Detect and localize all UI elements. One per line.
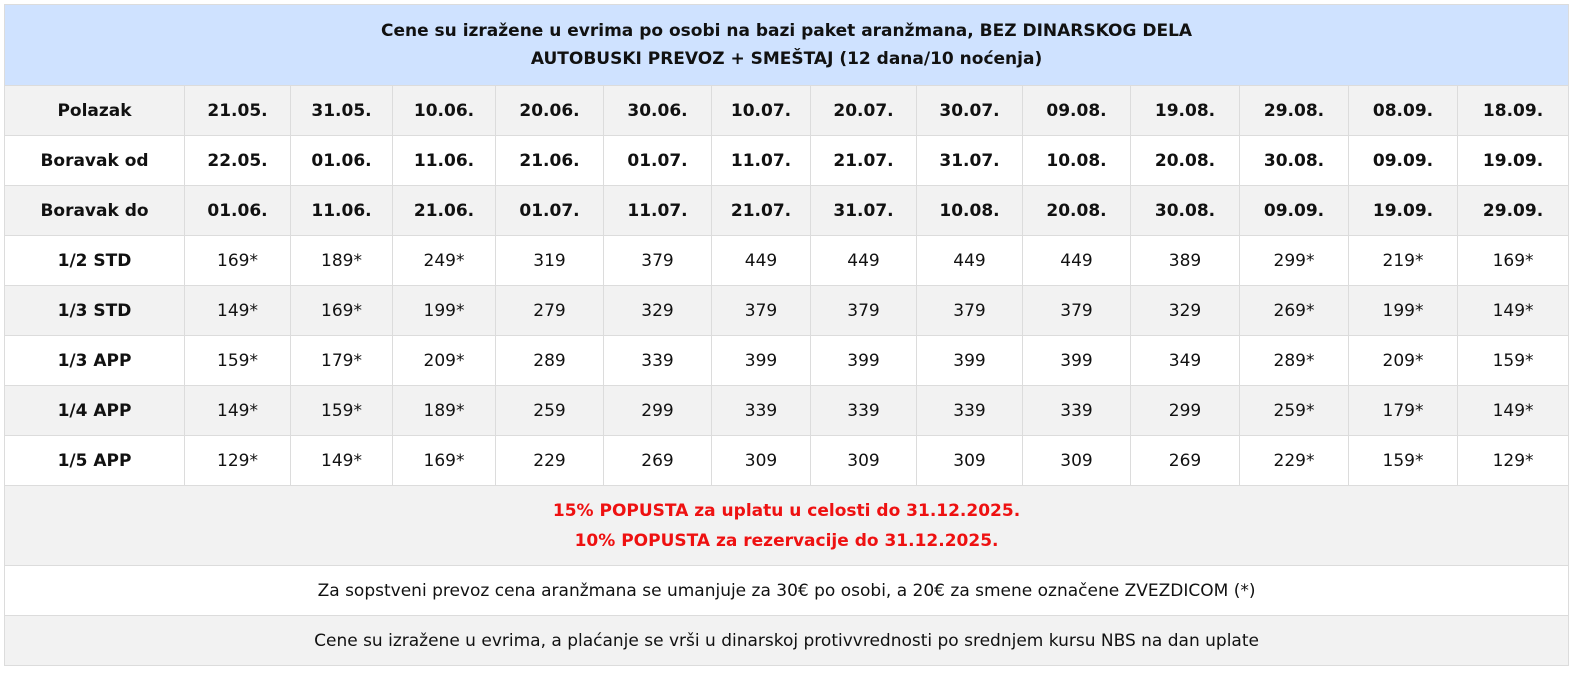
table-cell: 21.06. (393, 186, 496, 236)
table-cell: 01.06. (185, 186, 291, 236)
table-cell: 399 (811, 336, 917, 386)
table-cell: 18.09. (1458, 86, 1569, 136)
table-cell: 339 (917, 386, 1023, 436)
row-polazak (5, 86, 1569, 136)
table-cell: 299* (1240, 236, 1349, 286)
row-label: 1/3 APP (5, 336, 185, 386)
table-cell: 189* (291, 236, 393, 286)
table-cell: 299 (1131, 386, 1240, 436)
table-cell: 349 (1131, 336, 1240, 386)
table-cell: 169* (1458, 236, 1569, 286)
table-cell: 149* (291, 436, 393, 486)
table-cell: 279 (496, 286, 604, 336)
row-label: Boravak od (5, 136, 185, 186)
table-cell: 389 (1131, 236, 1240, 286)
row-label: 1/5 APP (5, 436, 185, 486)
table-cell: 329 (1131, 286, 1240, 336)
table-cell: 20.06. (496, 86, 604, 136)
table-cell: 259* (1240, 386, 1349, 436)
table-cell: 08.09. (1349, 86, 1458, 136)
table-cell: 10.08. (917, 186, 1023, 236)
table-cell: 449 (712, 236, 811, 286)
table-cell: 21.05. (185, 86, 291, 136)
price-table (4, 4, 1569, 666)
table-cell: 249* (393, 236, 496, 286)
table-cell: 19.09. (1458, 136, 1569, 186)
table-cell: 169* (393, 436, 496, 486)
row-boravak-do (5, 186, 1569, 236)
table-cell: 309 (1023, 436, 1131, 486)
table-cell: 11.06. (393, 136, 496, 186)
table-cell: 30.07. (917, 86, 1023, 136)
table-cell: 269 (1131, 436, 1240, 486)
row-boravak-od (5, 136, 1569, 186)
table-cell: 29.09. (1458, 186, 1569, 236)
table-cell: 339 (604, 336, 712, 386)
table-cell: 159* (291, 386, 393, 436)
table-cell: 269* (1240, 286, 1349, 336)
row-label: Boravak do (5, 186, 185, 236)
table-cell: 379 (712, 286, 811, 336)
table-cell: 149* (1458, 286, 1569, 336)
table-cell: 31.05. (291, 86, 393, 136)
row-1-3-app (5, 336, 1569, 386)
table-cell: 159* (185, 336, 291, 386)
table-cell: 11.07. (604, 186, 712, 236)
table-cell: 449 (917, 236, 1023, 286)
table-cell: 229 (496, 436, 604, 486)
table-cell: 399 (712, 336, 811, 386)
table-cell: 149* (185, 286, 291, 336)
promo-row (5, 486, 1569, 566)
table-cell: 129* (185, 436, 291, 486)
table-cell: 31.07. (811, 186, 917, 236)
promo-line-2: 10% POPUSTA za rezervacije do 31.12.2025. (574, 530, 999, 551)
table-cell: 209* (1349, 336, 1458, 386)
table-cell: 159* (1458, 336, 1569, 386)
table-cell: 29.08. (1240, 86, 1349, 136)
table-cell: 21.07. (712, 186, 811, 236)
table-cell: 259 (496, 386, 604, 436)
note-row-payment (5, 616, 1569, 666)
table-cell: 219* (1349, 236, 1458, 286)
table-cell: 379 (1023, 286, 1131, 336)
table-cell: 329 (604, 286, 712, 336)
table-cell: 31.07. (917, 136, 1023, 186)
table-cell: 199* (393, 286, 496, 336)
table-cell: 30.06. (604, 86, 712, 136)
table-cell: 229* (1240, 436, 1349, 486)
table-cell: 399 (1023, 336, 1131, 386)
header-line-2: AUTOBUSKI PREVOZ + SMEŠTAJ (12 dana/10 noćenja) (530, 49, 1043, 69)
table-cell: 30.08. (1240, 136, 1349, 186)
table-cell: 199* (1349, 286, 1458, 336)
table-cell: 19.09. (1349, 186, 1458, 236)
note-own-transport: Za sopstveni prevoz cena aranžmana se umanjuje za 30€ po osobi, a 20€ za smene označene ZVEZDICOM (*) (5, 566, 1569, 616)
table-cell: 379 (917, 286, 1023, 336)
table-cell: 449 (1023, 236, 1131, 286)
promo-cell (5, 486, 1569, 566)
table-cell: 309 (917, 436, 1023, 486)
table-header-row (5, 5, 1569, 86)
table-cell: 189* (393, 386, 496, 436)
table-cell: 11.07. (712, 136, 811, 186)
table-cell: 179* (1349, 386, 1458, 436)
table-cell: 269 (604, 436, 712, 486)
table-cell: 22.05. (185, 136, 291, 186)
table-cell: 09.09. (1240, 186, 1349, 236)
table-cell: 10.06. (393, 86, 496, 136)
row-label: 1/2 STD (5, 236, 185, 286)
table-cell: 169* (185, 236, 291, 286)
promo-line-1: 15% POPUSTA za uplatu u celosti do 31.12.2025. (552, 500, 1021, 521)
table-cell: 10.07. (712, 86, 811, 136)
table-cell: 11.06. (291, 186, 393, 236)
table-cell: 21.06. (496, 136, 604, 186)
table-cell: 289 (496, 336, 604, 386)
row-1-3-std (5, 286, 1569, 336)
note-row-transport (5, 566, 1569, 616)
table-cell: 379 (604, 236, 712, 286)
header-line-1: Cene su izražene u evrima po osobi na bazi paket aranžmana, BEZ DINARSKOG DELA (381, 21, 1193, 41)
table-cell: 129* (1458, 436, 1569, 486)
row-label: 1/3 STD (5, 286, 185, 336)
table-cell: 20.08. (1023, 186, 1131, 236)
table-cell: 319 (496, 236, 604, 286)
table-cell: 21.07. (811, 136, 917, 186)
table-cell: 149* (185, 386, 291, 436)
table-cell: 339 (811, 386, 917, 436)
row-1-4-app (5, 386, 1569, 436)
table-cell: 01.07. (496, 186, 604, 236)
table-cell: 309 (811, 436, 917, 486)
table-cell: 209* (393, 336, 496, 386)
row-label: Polazak (5, 86, 185, 136)
table-cell: 01.06. (291, 136, 393, 186)
table-cell: 09.08. (1023, 86, 1131, 136)
table-cell: 30.08. (1131, 186, 1240, 236)
table-cell: 449 (811, 236, 917, 286)
table-cell: 179* (291, 336, 393, 386)
row-1-2-std (5, 236, 1569, 286)
table-cell: 379 (811, 286, 917, 336)
row-1-5-app (5, 436, 1569, 486)
table-cell: 20.08. (1131, 136, 1240, 186)
table-header (5, 5, 1569, 86)
table-cell: 10.08. (1023, 136, 1131, 186)
table-cell: 19.08. (1131, 86, 1240, 136)
table-cell: 09.09. (1349, 136, 1458, 186)
table-cell: 289* (1240, 336, 1349, 386)
note-payment: Cene su izražene u evrima, a plaćanje se vrši u dinarskoj protivvrednosti po srednjem kursu NBS na dan uplate (5, 616, 1569, 666)
table-cell: 149* (1458, 386, 1569, 436)
table-cell: 309 (712, 436, 811, 486)
table-cell: 299 (604, 386, 712, 436)
table-cell: 159* (1349, 436, 1458, 486)
table-cell: 01.07. (604, 136, 712, 186)
row-label: 1/4 APP (5, 386, 185, 436)
table-cell: 339 (1023, 386, 1131, 436)
table-cell: 339 (712, 386, 811, 436)
table-cell: 20.07. (811, 86, 917, 136)
table-cell: 169* (291, 286, 393, 336)
table-cell: 399 (917, 336, 1023, 386)
